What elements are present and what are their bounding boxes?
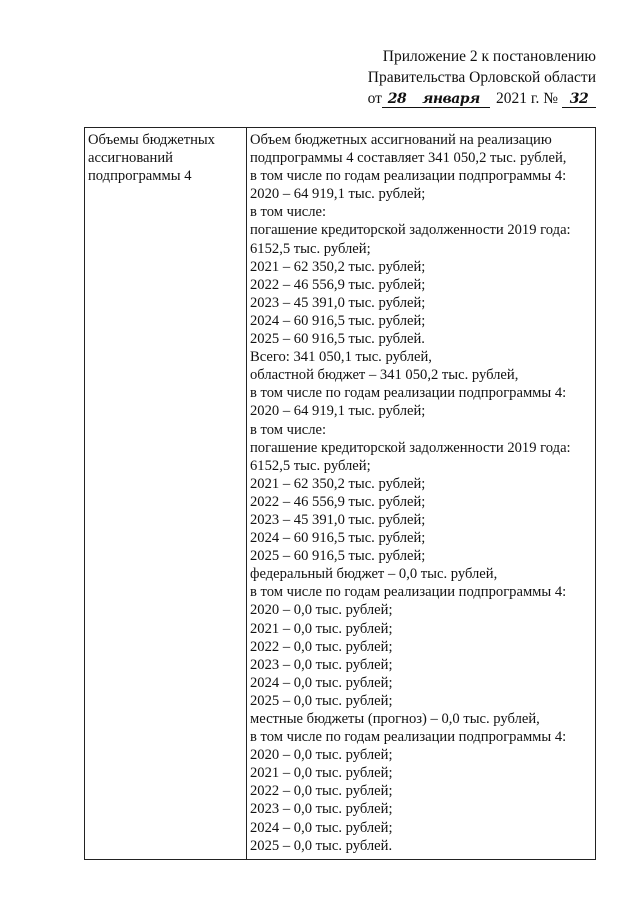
- content-line: 2025 – 60 916,5 тыс. рублей;: [250, 548, 426, 565]
- content-line: погашение кредиторской задолженности 2019 года:: [250, 222, 571, 239]
- content-line: 2022 – 0,0 тыс. рублей;: [250, 638, 393, 655]
- label-line: подпрограммы 4: [88, 168, 192, 185]
- content-line: 2024 – 60 916,5 тыс. рублей;: [250, 312, 426, 329]
- content-line: 2023 – 0,0 тыс. рублей;: [250, 801, 393, 818]
- content-line: 6152,5 тыс. рублей;: [250, 240, 371, 257]
- content-line: 2020 – 0,0 тыс. рублей;: [250, 747, 393, 764]
- document-header: [360, 46, 596, 109]
- content-line: в том числе по годам реализации подпрограммы 4:: [250, 385, 567, 402]
- content-line: федеральный бюджет – 0,0 тыс. рублей,: [250, 566, 498, 583]
- label-line: Объемы бюджетных: [88, 132, 215, 148]
- content-line: местные бюджеты (прогноз) – 0,0 тыс. рублей,: [250, 711, 540, 727]
- handwritten-month: января: [412, 91, 490, 108]
- content-line: 2024 – 60 916,5 тыс. рублей;: [250, 530, 426, 547]
- date-year-and-number-label: 2021 г. №: [495, 90, 558, 107]
- content-line: в том числе:: [250, 421, 327, 438]
- resolution-date-line: [360, 88, 596, 109]
- appendix-title: Приложение 2 к постановлению: [382, 48, 596, 65]
- content-line: 2024 – 0,0 тыс. рублей;: [250, 674, 393, 691]
- content-line: в том числе по годам реализации подпрограммы 4:: [250, 729, 567, 746]
- content-line: 2020 – 64 919,1 тыс. рублей;: [250, 403, 426, 420]
- budget-allocation-table: [84, 127, 596, 860]
- content-line: 2022 – 0,0 тыс. рублей;: [250, 783, 393, 800]
- handwritten-document-number: 32: [562, 91, 596, 108]
- content-line: 2022 – 46 556,9 тыс. рублей;: [250, 493, 426, 510]
- content-line: 2021 – 0,0 тыс. рублей;: [250, 620, 393, 637]
- content-line: 2023 – 45 391,0 тыс. рублей;: [250, 294, 426, 311]
- content-line: областной бюджет – 341 050,2 тыс. рублей,: [250, 367, 519, 384]
- content-line: Объем бюджетных ассигнований на реализацию: [250, 132, 552, 148]
- content-line: в том числе:: [250, 204, 327, 221]
- content-line: Всего: 341 050,1 тыс. рублей,: [250, 349, 432, 366]
- content-line: 2020 – 64 919,1 тыс. рублей;: [250, 186, 426, 203]
- handwritten-day: 28: [382, 91, 412, 108]
- content-line: 2025 – 60 916,5 тыс. рублей.: [250, 331, 425, 348]
- content-line: 2021 – 62 350,2 тыс. рублей;: [250, 475, 426, 492]
- content-line: в том числе по годам реализации подпрограммы 4:: [250, 584, 567, 601]
- content-line: 2022 – 46 556,9 тыс. рублей;: [250, 276, 426, 293]
- content-line: 6152,5 тыс. рублей;: [250, 457, 371, 474]
- content-line: 2021 – 62 350,2 тыс. рублей;: [250, 258, 426, 275]
- row-label-cell: [85, 128, 247, 860]
- content-line: в том числе по годам реализации подпрограммы 4:: [250, 168, 567, 185]
- label-line: ассигнований: [88, 150, 173, 167]
- row-content-cell: [247, 128, 596, 860]
- table-row: [85, 128, 596, 860]
- content-line: 2023 – 0,0 тыс. рублей;: [250, 656, 393, 673]
- content-line: 2025 – 0,0 тыс. рублей;: [250, 692, 393, 709]
- content-line: 2024 – 0,0 тыс. рублей;: [250, 819, 393, 836]
- content-line: погашение кредиторской задолженности 2019 года:: [250, 439, 571, 456]
- content-line: подпрограммы 4 составляет 341 050,2 тыс. рублей,: [250, 150, 567, 167]
- resolution-authority: Правительства Орловской области: [367, 69, 596, 86]
- content-line: 2025 – 0,0 тыс. рублей.: [250, 837, 393, 854]
- content-line: 2020 – 0,0 тыс. рублей;: [250, 602, 393, 619]
- date-prefix: от: [367, 90, 382, 107]
- content-line: 2023 – 45 391,0 тыс. рублей;: [250, 511, 426, 528]
- content-line: 2021 – 0,0 тыс. рублей;: [250, 765, 393, 782]
